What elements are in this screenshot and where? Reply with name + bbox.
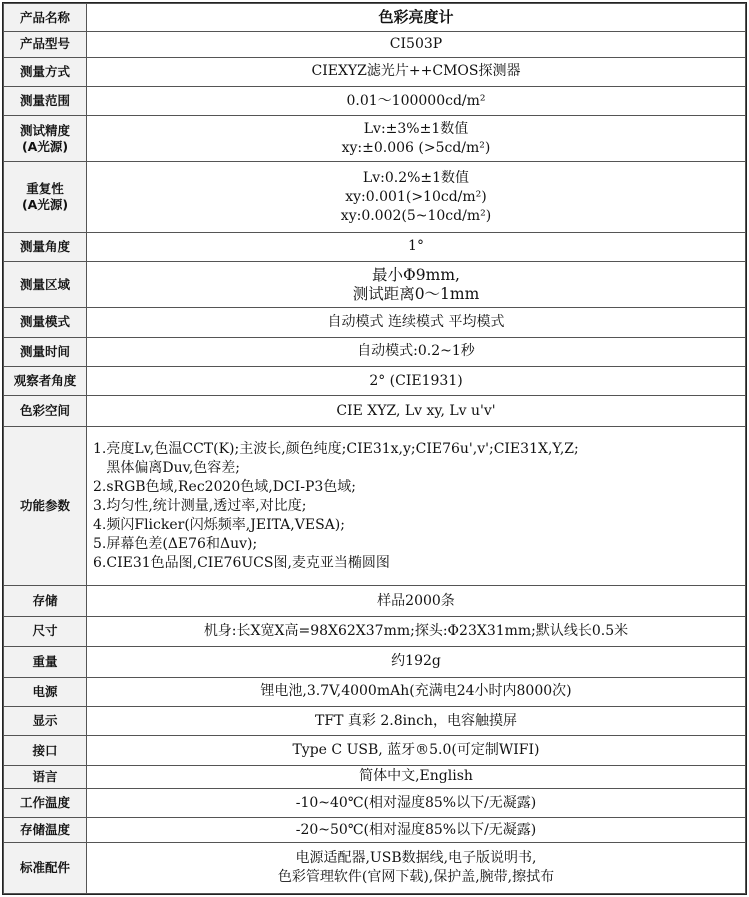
- spec-label-measure-range: [4, 86, 87, 115]
- spec-value-measure-mode: [87, 308, 746, 337]
- value-line: -20~50℃(相对湿度85%以下/无凝露): [295, 821, 537, 838]
- spec-row-storage: [4, 586, 746, 616]
- spec-row-dimensions: [4, 616, 746, 646]
- spec-row-measure-mode: [4, 308, 746, 337]
- spec-row-measure-method: [4, 57, 746, 86]
- value-line: 约192g: [391, 653, 441, 670]
- value-line: 简体中文,English: [359, 768, 473, 785]
- spec-label-interface: [4, 736, 87, 765]
- label-line: 观察者角度: [13, 373, 77, 389]
- value-line: CIE XYZ, Lv xy, Lv u'v': [336, 402, 496, 419]
- spec-value-weight: [87, 647, 746, 677]
- spec-value-storage: [87, 586, 746, 616]
- spec-label-weight: [4, 647, 87, 677]
- value-line: 黑体偏离Duv,色容差;: [93, 459, 241, 476]
- value-line: 1.亮度Lv,色温CCT(K);主波长,颜色纯度;CIE31x,y;CIE76u',v';CIE31X,Y,Z;: [93, 440, 579, 457]
- label-line: 测试精度: [19, 122, 70, 138]
- spec-value-measure-area: [87, 262, 746, 308]
- spec-row-operating-temp: [4, 788, 746, 817]
- spec-label-measure-mode: [4, 308, 87, 337]
- spec-label-test-accuracy: [4, 116, 87, 162]
- spec-row-interface: [4, 736, 746, 765]
- value-line: 机身:长X宽X高=98X62X37mm;探头:Φ23X31mm;默认线长0.5米: [203, 622, 629, 639]
- value-line: 最小Φ9mm,: [372, 265, 460, 284]
- spec-label-repeatability: [4, 162, 87, 232]
- value-line: 测试距离0～1mm: [352, 284, 480, 303]
- spec-label-power: [4, 677, 87, 706]
- spec-value-test-accuracy: [87, 116, 746, 162]
- label-line: 存储: [32, 593, 58, 609]
- label-line: 测量模式: [19, 314, 70, 330]
- spec-label-observer-angle: [4, 367, 87, 396]
- spec-row-color-space: [4, 396, 746, 426]
- label-line: 测量区域: [19, 276, 70, 292]
- spec-label-measure-area: [4, 262, 87, 308]
- value-line: 6.CIE31色品图,CIE76UCS图,麦克亚当椭圆图: [93, 554, 390, 571]
- value-line: xy:±0.006 (>5cd/m²): [341, 139, 491, 156]
- value-line: -10~40℃(相对湿度85%以下/无凝露): [295, 794, 537, 811]
- spec-row-observer-angle: [4, 367, 746, 396]
- label-line: 产品名称: [19, 9, 70, 25]
- value-line: 1°: [408, 238, 424, 255]
- spec-value-measure-method: [87, 57, 746, 86]
- spec-value-measure-time: [87, 337, 746, 366]
- value-line: xy:0.001(>10cd/m²): [345, 188, 487, 205]
- value-line: 色彩亮度计: [378, 8, 454, 27]
- value-line: 自动模式:0.2~1秒: [357, 343, 475, 360]
- spec-row-measure-area: [4, 262, 746, 308]
- spec-value-operating-temp: [87, 788, 746, 817]
- value-line: CI503P: [389, 35, 443, 52]
- label-line: 测量角度: [19, 238, 70, 254]
- spec-row-functions: [4, 426, 746, 586]
- value-line: xy:0.002(5~10cd/m²): [340, 207, 492, 224]
- spec-value-repeatability: [87, 162, 746, 232]
- label-line: 重复性: [26, 181, 64, 197]
- label-line: 产品型号: [19, 36, 70, 52]
- value-line: 2.sRGB色域,Rec2020色域,DCI-P3色域;: [93, 478, 356, 495]
- value-line: Lv:±3%±1数值: [363, 120, 469, 137]
- spec-label-color-space: [4, 396, 87, 426]
- label-line: 语言: [32, 768, 58, 784]
- spec-value-interface: [87, 736, 746, 765]
- label-line: 显示: [32, 713, 58, 729]
- spec-table: [3, 3, 746, 894]
- spec-label-storage-temp: [4, 818, 87, 843]
- label-line: 接口: [32, 742, 58, 758]
- spec-row-measure-angle: [4, 232, 746, 261]
- spec-value-dimensions: [87, 616, 746, 646]
- label-line: 重量: [32, 653, 58, 669]
- label-line: 测量时间: [19, 343, 70, 359]
- spec-row-repeatability: [4, 162, 746, 232]
- spec-label-measure-time: [4, 337, 87, 366]
- label-line: 测量方式: [19, 63, 70, 79]
- spec-label-measure-angle: [4, 232, 87, 261]
- value-line: 3.均匀性,统计测量,透过率,对比度;: [93, 497, 307, 514]
- spec-value-standard-accessories: [87, 843, 746, 894]
- value-line: CIEXYZ滤光片++CMOS探测器: [311, 63, 521, 80]
- value-line: 5.屏幕色差(ΔE76和Δuv);: [93, 535, 258, 552]
- spec-value-measure-range: [87, 86, 746, 115]
- value-line: 锂电池,3.7V,4000mAh(充满电24小时内8000次): [260, 683, 572, 700]
- spec-label-operating-temp: [4, 788, 87, 817]
- value-line: TFT 真彩 2.8inch，电容触摸屏: [315, 712, 517, 729]
- spec-row-display: [4, 707, 746, 736]
- spec-label-language: [4, 765, 87, 788]
- spec-value-display: [87, 707, 746, 736]
- spec-sheet: [2, 2, 747, 895]
- spec-row-measure-range: [4, 86, 746, 115]
- spec-value-language: [87, 765, 746, 788]
- spec-label-product-name: [4, 4, 87, 32]
- spec-row-power: [4, 677, 746, 706]
- spec-label-functions: [4, 426, 87, 586]
- value-line: 自动模式 连续模式 平均模式: [327, 313, 505, 330]
- spec-row-standard-accessories: [4, 843, 746, 894]
- spec-value-measure-angle: [87, 232, 746, 261]
- label-line: 标准配件: [19, 860, 70, 876]
- spec-row-product-model: [4, 32, 746, 57]
- label-line: 功能参数: [19, 498, 70, 514]
- spec-label-display: [4, 707, 87, 736]
- label-line: (A光源): [21, 138, 69, 154]
- spec-value-functions: [87, 426, 746, 586]
- label-line: 工作温度: [19, 795, 70, 811]
- label-line: 存储温度: [19, 822, 70, 838]
- spec-value-color-space: [87, 396, 746, 426]
- spec-label-storage: [4, 586, 87, 616]
- value-line: 4.频闪Flicker(闪烁频率,JEITA,VESA);: [93, 516, 345, 533]
- value-line: 电源适配器,USB数据线,电子版说明书,: [295, 850, 537, 867]
- spec-label-measure-method: [4, 57, 87, 86]
- spec-label-product-model: [4, 32, 87, 57]
- spec-row-weight: [4, 647, 746, 677]
- spec-label-dimensions: [4, 616, 87, 646]
- label-line: (A光源): [21, 197, 69, 213]
- value-line: Lv:0.2%±1数值: [362, 169, 470, 186]
- spec-row-test-accuracy: [4, 116, 746, 162]
- spec-value-product-name: [87, 4, 746, 32]
- label-line: 尺寸: [32, 623, 58, 639]
- spec-value-storage-temp: [87, 818, 746, 843]
- spec-row-product-name: [4, 4, 746, 32]
- spec-row-measure-time: [4, 337, 746, 366]
- value-line: Type C USB, 蓝牙®5.0(可定制WIFI): [292, 742, 540, 759]
- value-line: 样品2000条: [377, 592, 455, 609]
- value-line: 0.01～100000cd/m²: [346, 92, 486, 109]
- label-line: 测量范围: [19, 93, 70, 109]
- value-line: 色彩管理软件(官网下载),保护盖,腕带,擦拭布: [277, 869, 555, 886]
- label-line: 电源: [32, 683, 58, 699]
- label-line: 色彩空间: [19, 403, 70, 419]
- spec-label-standard-accessories: [4, 843, 87, 894]
- spec-row-language: [4, 765, 746, 788]
- spec-value-power: [87, 677, 746, 706]
- value-line: 2° (CIE1931): [369, 372, 463, 389]
- spec-value-observer-angle: [87, 367, 746, 396]
- spec-row-storage-temp: [4, 818, 746, 843]
- spec-value-product-model: [87, 32, 746, 57]
